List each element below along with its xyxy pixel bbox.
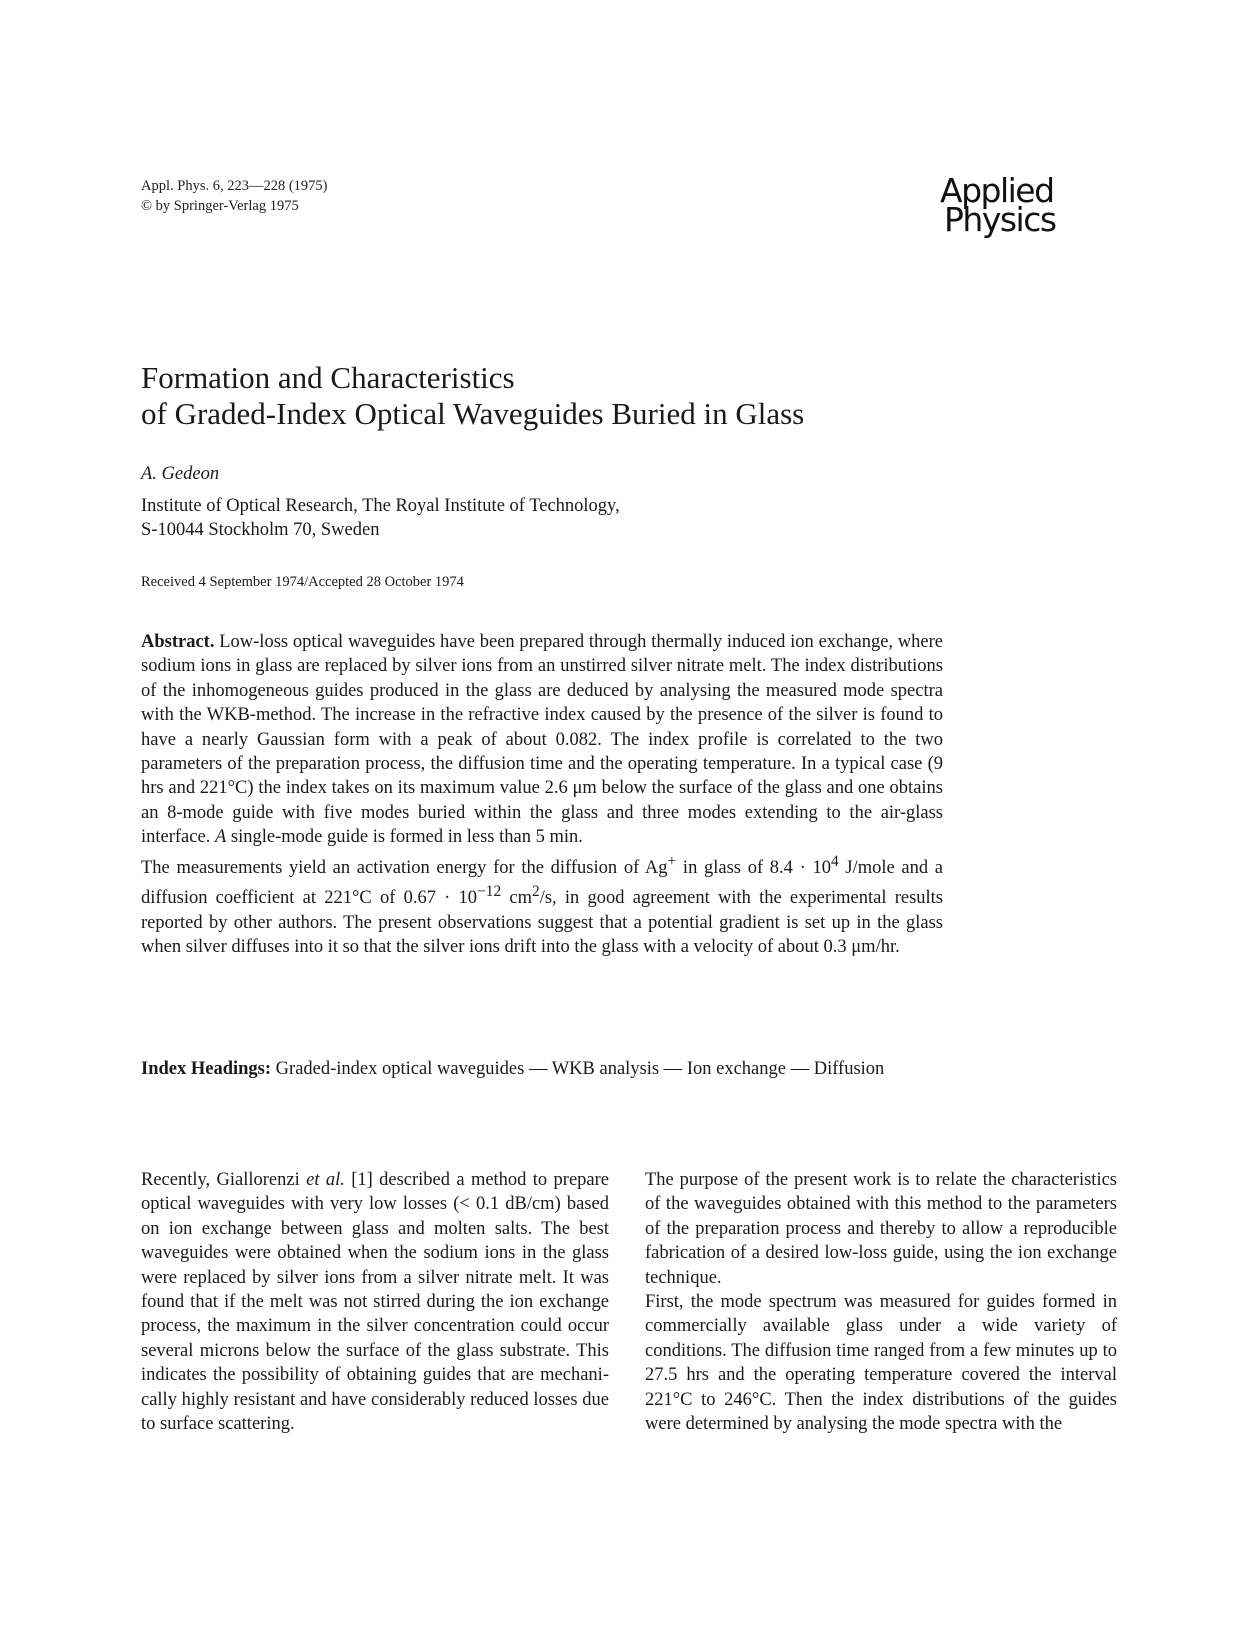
affiliation-line-2: S-10044 Stockholm 70, Sweden — [141, 520, 380, 540]
abstract-text-end: single-mode guide is formed in less than 5 min. — [226, 827, 583, 848]
title-line-2: of Graded-Index Optical Waveguides Buried in Glass — [141, 396, 805, 431]
citation-block — [141, 176, 328, 216]
index-headings — [141, 1057, 943, 1081]
body-column-right — [645, 1168, 1117, 1436]
copyright-line: © by Springer-Verlag 1975 — [141, 198, 299, 214]
superscript: 4 — [830, 852, 839, 870]
abstract-p2-text: The measurements yield an activation energy for the diffusion of Ag — [141, 857, 668, 878]
abstract-text: Low-loss optical waveguides have been prepared through thermally induced ion exchange, where sodium ions in glass are replaced by silver ions from an unstirred silver nitrate melt. The index distributions of the inhomogeneous guides produced in the glass are deduced by analysing the measured mode spectra with the WKB-method. The increase in the refractive index caused by the presence of the silver is found to have a nearly Gaussian form with a peak of about 0.082. The index profile is correlated to the two parameters of the preparation process, the diffusion time and the operating temperature. In a typical case (9 hrs and 221°C) the index takes on its maximum value 2.6 μm below the surface of the glass and one obtains an 8-mode guide with five modes buried within the glass and three modes extending to the air-glass interface. — [141, 632, 943, 848]
abstract-p2-text: cm — [501, 888, 532, 909]
superscript: −12 — [477, 883, 502, 901]
abstract-label: Abstract. — [141, 632, 215, 652]
affiliation-line-1: Institute of Optical Research, The Royal Institute of Technology, — [141, 496, 620, 516]
article-title — [141, 360, 1041, 432]
index-headings-text: Graded-index optical waveguides — WKB analysis — Ion exchange — Diffusion — [271, 1059, 885, 1079]
abstract-p2-text: in glass of 8.4 · 10 — [676, 857, 831, 878]
superscript: 2 — [532, 883, 540, 901]
abstract-paragraph-1 — [141, 630, 943, 850]
journal-logo — [940, 171, 1120, 239]
abstract-italic-a: A — [214, 827, 227, 848]
body-paragraph — [141, 1168, 609, 1436]
affiliation — [141, 494, 620, 542]
abstract-p2-text: J/mole and a diffusion coefficient at 221°C of 0.67 · 10 — [141, 857, 943, 909]
abstract-p2-text: /s, in good agreement with the experimental results reported by other authors. The present observations suggest that a potential gradient is set up in the glass when silver diffuses into it so that the silver ions drift into the glass with a velocity of about 0.3 μm/hr. — [141, 888, 943, 958]
received-dates: Received 4 September 1974/Accepted 28 October 1974 — [141, 574, 464, 590]
abstract-paragraph-2 — [141, 850, 943, 960]
author-name: A. Gedeon — [141, 464, 220, 484]
journal-logo-line1: Applied — [940, 171, 1054, 210]
body-text: [1] described a method to prepare optical waveguides with very low losses (< 0.1 dB/cm) based on ion exchange between glass and molten salts. The best waveguides were obtained when the sodium ions in the glass were replaced by silver ions from a silver nitrate melt. It was found that if the melt was not stirred during the ion exchange process, the maximum in the silver concentration could occur several microns below the surface of the glass substrate. This indicates the possibility of obtaining guides that are mechanically highly resistant and have considerably reduced losses due to surface scattering. — [141, 1170, 609, 1435]
title-line-1: Formation and Characteristics — [141, 360, 515, 395]
superscript: + — [667, 852, 677, 870]
citation-line: Appl. Phys. 6, 223—228 (1975) — [141, 178, 328, 194]
body-paragraph: The purpose of the present work is to relate the characteristics of the waveguides obtained with this method to the parameters of the preparation process and thereby to allow a reproducible fabrication of a desired low-loss guide, using the ion exchange technique. — [645, 1170, 1117, 1288]
body-italic: et al. — [306, 1170, 345, 1190]
index-headings-label: Index Headings: — [141, 1059, 272, 1079]
journal-logo-line2: Physics — [944, 200, 1056, 239]
body-text: Recently, Giallorenzi — [141, 1170, 307, 1190]
body-paragraph: First, the mode spectrum was measured for guides formed in commercially available glass under a wide variety of conditions. The diffusion time ranged from a few minutes up to 27.5 hrs and the operating temperature covered the interval 221°C to 246°C. Then the index distributions of the guides were determined by analysing the mode spectra with the — [645, 1292, 1117, 1435]
body-column-left — [141, 1168, 609, 1436]
abstract — [141, 630, 943, 960]
